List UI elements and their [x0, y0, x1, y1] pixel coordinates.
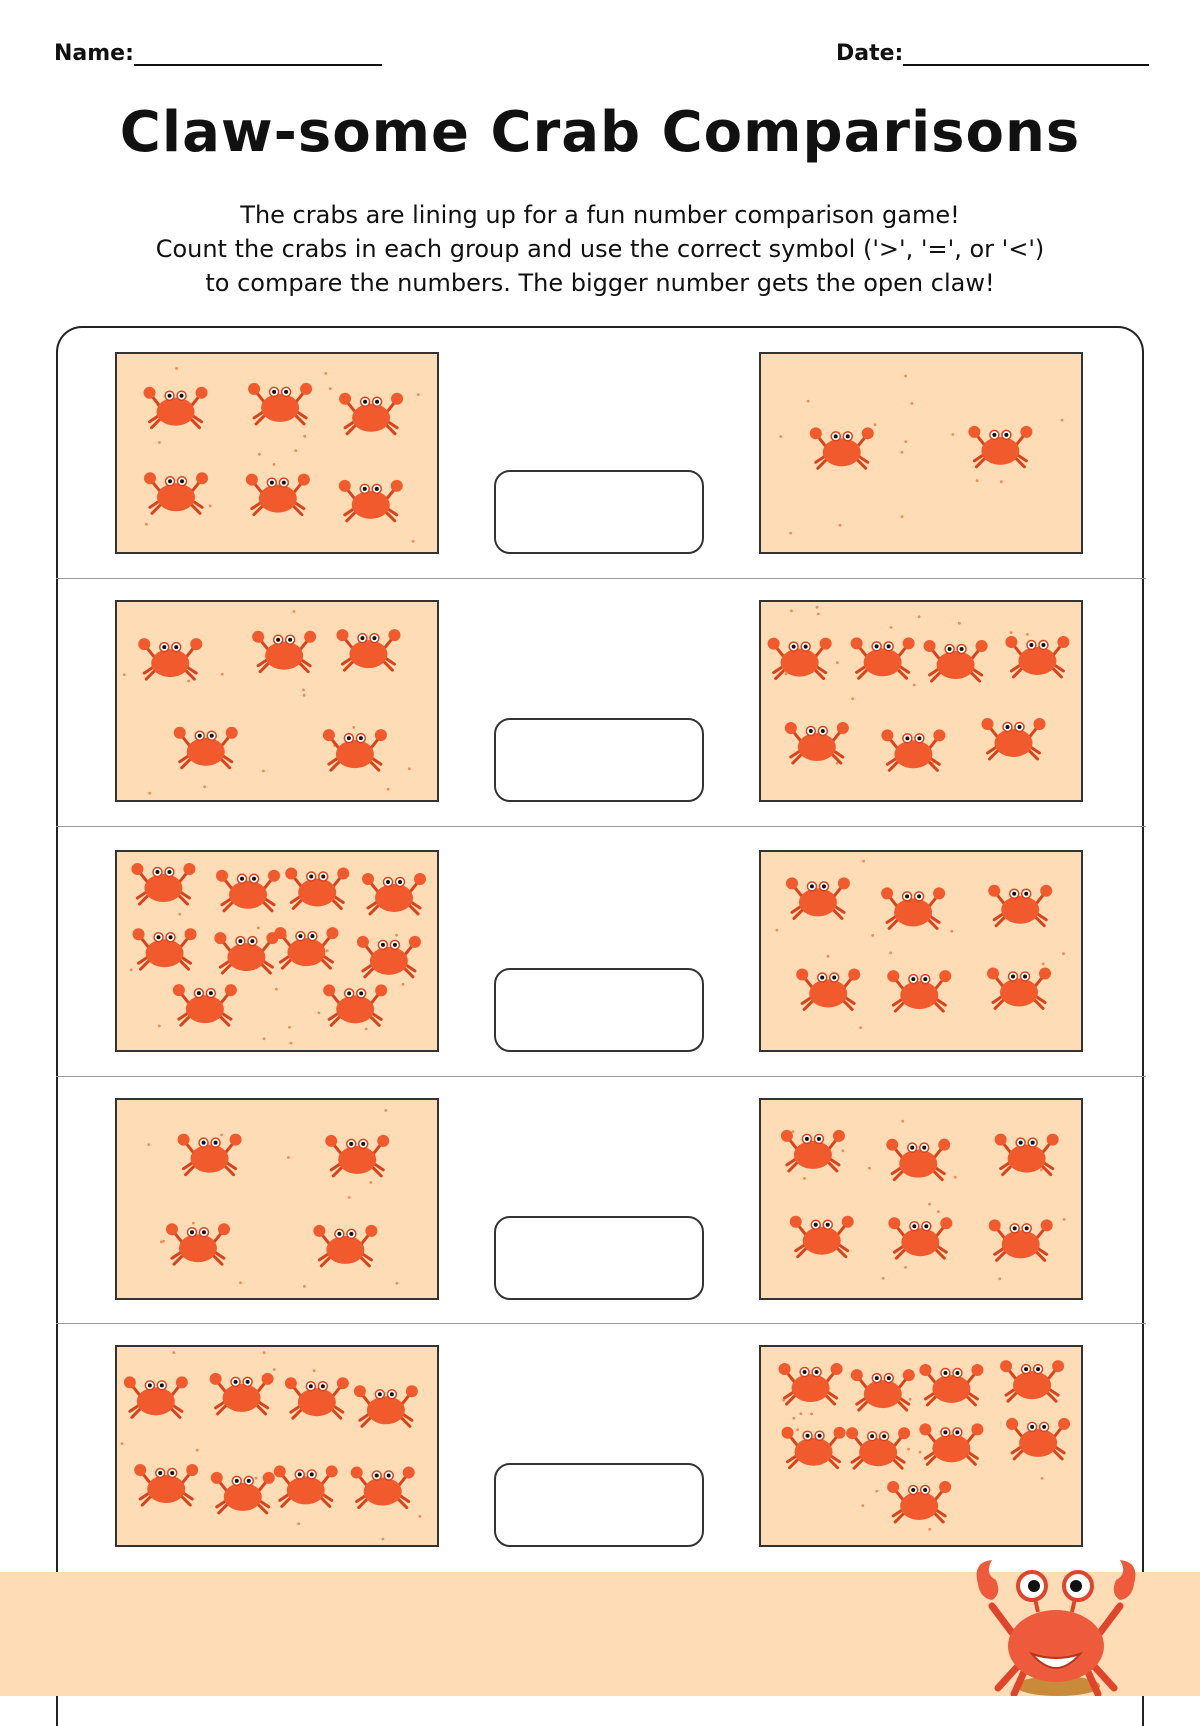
crab-icon — [886, 1139, 950, 1180]
crab-icon — [323, 729, 387, 770]
crab-icon — [357, 936, 421, 977]
crab-icon — [274, 1465, 338, 1506]
right-crab-group — [759, 352, 1083, 554]
answer-box[interactable] — [494, 470, 704, 554]
crab-icon — [285, 1377, 349, 1418]
crab-icon — [988, 885, 1052, 926]
crab-icon — [919, 1423, 983, 1464]
crab-icon — [781, 1130, 845, 1171]
crab-icon — [131, 863, 195, 904]
crab-icon — [846, 1427, 910, 1468]
crab-icon — [354, 1385, 418, 1426]
left-crab-group — [115, 600, 439, 802]
name-field[interactable] — [54, 40, 382, 66]
crab-icon — [786, 877, 850, 918]
crab-icon — [166, 1223, 230, 1264]
crab-icon — [851, 637, 915, 678]
crab-icon — [216, 870, 280, 911]
crab-icon — [881, 729, 945, 770]
crab-icon — [178, 1134, 242, 1175]
crab-icon — [989, 1219, 1053, 1260]
right-crab-group — [759, 600, 1083, 802]
crab-icon — [362, 873, 426, 914]
crab-icon — [210, 1373, 274, 1414]
crab-icon — [810, 427, 874, 468]
crab-icon — [323, 984, 387, 1025]
crab-icon — [924, 640, 988, 681]
instruction-line: The crabs are lining up for a fun number comparison game! — [240, 201, 960, 229]
crab-icon — [987, 967, 1051, 1008]
row-divider — [56, 1076, 1146, 1077]
crab-icon — [246, 474, 310, 515]
crab-icon — [134, 1464, 198, 1505]
crab-icon — [995, 1134, 1059, 1175]
instruction-line: to compare the numbers. The bigger number gets the open claw! — [205, 269, 995, 297]
row-divider — [56, 578, 1146, 579]
crab-icon — [274, 927, 338, 968]
left-crab-group — [115, 352, 439, 554]
crab-icon — [981, 718, 1045, 759]
name-label: Name: — [54, 41, 134, 66]
right-crab-group — [759, 850, 1083, 1052]
crab-icon — [796, 968, 860, 1009]
crab-icon — [285, 867, 349, 908]
answer-box[interactable] — [494, 718, 704, 802]
crab-mascot-icon — [966, 1554, 1146, 1696]
crab-icon — [887, 970, 951, 1011]
name-line[interactable] — [134, 40, 382, 66]
row-divider — [56, 1323, 1146, 1324]
crab-icon — [173, 984, 237, 1025]
crab-icon — [339, 480, 403, 521]
left-crab-group — [115, 1098, 439, 1300]
answer-box[interactable] — [494, 968, 704, 1052]
right-crab-group — [759, 1098, 1083, 1300]
crab-icon — [790, 1216, 854, 1257]
crab-icon — [779, 1363, 843, 1404]
crab-icon — [851, 1369, 915, 1410]
worksheet-title: Claw-some Crab Comparisons — [119, 100, 1081, 165]
crab-icon — [782, 1427, 846, 1468]
crab-icon — [785, 722, 849, 763]
right-crab-group — [759, 1345, 1083, 1547]
crab-icon — [1005, 636, 1069, 677]
crab-icon — [248, 383, 312, 424]
crab-icon — [211, 1472, 275, 1513]
crab-icon — [313, 1225, 377, 1266]
crab-icon — [768, 638, 832, 679]
answer-box[interactable] — [494, 1216, 704, 1300]
crab-icon — [881, 887, 945, 928]
row-divider — [56, 826, 1146, 827]
crab-icon — [325, 1135, 389, 1176]
crab-icon — [214, 932, 278, 973]
left-crab-group — [115, 850, 439, 1052]
date-line[interactable] — [903, 40, 1149, 66]
crab-icon — [133, 928, 197, 969]
crab-icon — [968, 426, 1032, 467]
crab-icon — [339, 393, 403, 434]
crab-icon — [1006, 1418, 1070, 1459]
crab-icon — [888, 1217, 952, 1258]
date-label: Date: — [836, 41, 904, 66]
crab-icon — [336, 629, 400, 670]
date-field[interactable] — [836, 40, 1149, 66]
crab-icon — [138, 638, 202, 679]
crab-icon — [124, 1376, 188, 1417]
crab-icon — [919, 1364, 983, 1405]
crab-icon — [174, 727, 238, 768]
crab-icon — [351, 1467, 415, 1508]
crab-icon — [144, 472, 208, 513]
instruction-line: Count the crabs in each group and use the correct symbol ('>', '=', or '<') — [155, 235, 1045, 263]
crab-icon — [252, 631, 316, 672]
crab-icon — [144, 387, 208, 428]
crab-icon — [887, 1481, 951, 1522]
crab-icon — [1000, 1360, 1064, 1401]
answer-box[interactable] — [494, 1463, 704, 1547]
left-crab-group — [115, 1345, 439, 1547]
instructions — [60, 198, 1140, 300]
